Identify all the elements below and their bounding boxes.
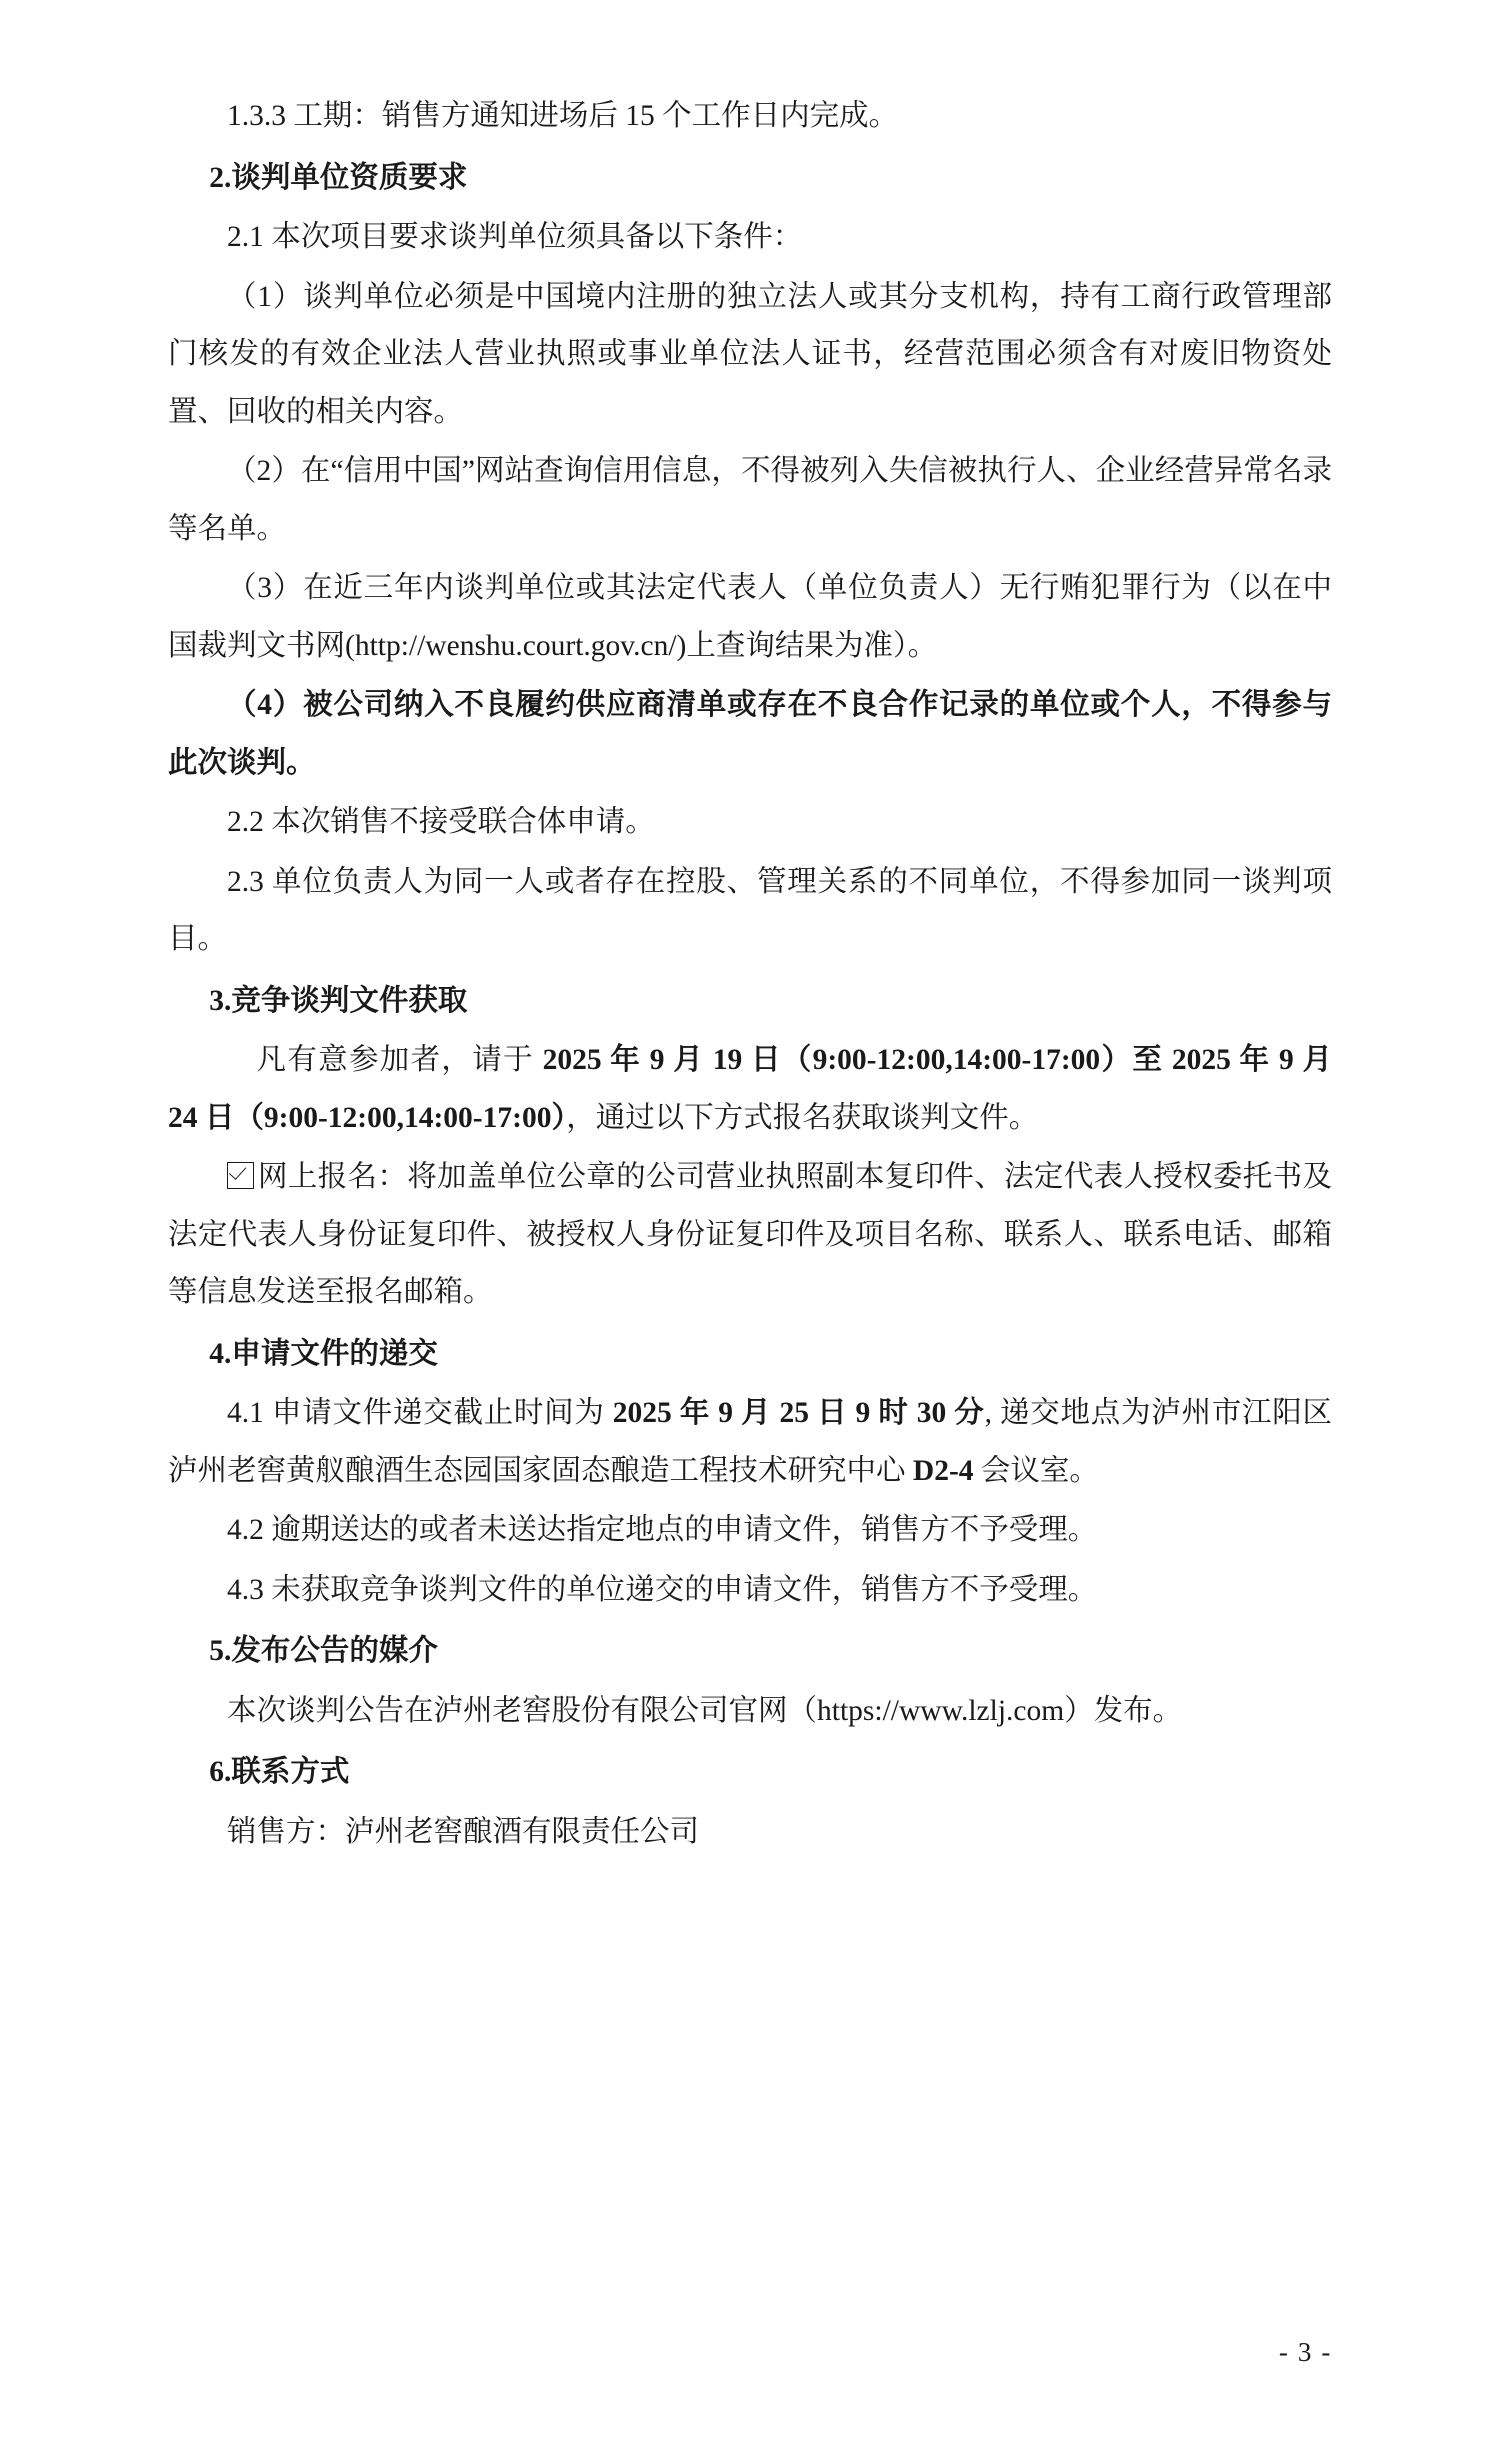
- paragraph-p2_2: [168, 794, 1332, 852]
- text-segment: 会议室。: [973, 1454, 1099, 1487]
- paragraph-p6_1: [168, 1804, 1332, 1862]
- text-segment: 4.1 申请文件递交截止时间为: [227, 1397, 613, 1430]
- text-segment: 4.3 未获取竞争谈判文件的单位递交的申请文件，销售方不予受理。: [227, 1573, 1098, 1606]
- text-segment: , 递交地点为泸州市江阳区泸州老窖黄舣酿酒生态园国家固态酿造工程技术研究中心: [168, 1397, 1332, 1487]
- paragraph-h2: [168, 150, 1332, 208]
- text-segment: （1）谈判单位必须是中国境内注册的独立法人或其分支机构，持有工商行政管理部门核发的有效企业法人营业执照或事业单位法人证书，经营范围必须含有对废旧物资处置、回收的相关内容。: [168, 280, 1332, 428]
- text-segment: 5.发布公告的媒介: [209, 1635, 438, 1668]
- text-segment: ，通过以下方式报名获取谈判文件。: [566, 1101, 1039, 1134]
- paragraph-h3: [168, 973, 1332, 1031]
- paragraph-p2_1: [168, 209, 1332, 267]
- text-segment: 2025 年 9 月 25 日 9 时 30 分: [612, 1397, 985, 1430]
- text-segment: 凡有意参加者，请于: [256, 1044, 543, 1077]
- checkbox-checked-icon: [227, 1162, 254, 1189]
- paragraph-p2_1_1: [168, 269, 1332, 442]
- paragraph-p4_1: [168, 1385, 1332, 1500]
- text-segment: 6.联系方式: [209, 1756, 350, 1789]
- text-segment: （2）在“信用中国”网站查询信用信息，不得被列入失信被执行人、企业经营异常名录等名单。: [168, 455, 1332, 545]
- paragraph-p2_3: [168, 854, 1332, 969]
- paragraph-p2_1_4: [168, 677, 1332, 792]
- paragraph-h5: [168, 1623, 1332, 1681]
- text-segment: 本次谈判公告在泸州老窖股份有限公司官网（https://www.lzlj.com）发布。: [227, 1694, 1183, 1727]
- paragraph-h4: [168, 1326, 1332, 1384]
- paragraph-p5_1: [168, 1683, 1332, 1741]
- text-segment: （4）被公司纳入不良履约供应商清单或存在不良合作记录的单位或个人，不得参与此次谈判。: [168, 689, 1332, 779]
- text-segment: 1.3.3 工期：销售方通知进场后 15 个工作日内完成。: [227, 100, 899, 132]
- paragraph-p2_1_3: [168, 560, 1332, 675]
- text-segment: 2.3 单位负责人为同一人或者存在控股、管理关系的不同单位，不得参加同一谈判项目。: [168, 865, 1332, 956]
- text-segment: 2025 年 9 月 19 日（9:00-12:00,14:00-17:00）至 2025 年 9 月 24 日（9:00-12:00,14:00-17:00）: [168, 1044, 1332, 1134]
- text-segment: （3）在近三年内谈判单位或其法定代表人（单位负责人）无行贿犯罪行为（以在中国裁判文书网(http://wenshu.court.gov.cn/)上查询结果为准）。: [168, 572, 1332, 662]
- text-segment: 2.2 本次销售不接受联合体申请。: [227, 806, 655, 839]
- text-segment: 销售方：泸州老窖酿酒有限责任公司: [227, 1815, 700, 1848]
- paragraph-p3_1: [168, 1032, 1332, 1147]
- text-segment: 2.1 本次项目要求谈判单位须具备以下条件：: [227, 221, 803, 254]
- text-segment: D2-4: [912, 1454, 974, 1487]
- paragraph-p1: [168, 88, 1332, 146]
- text-segment: 网上报名：将加盖单位公章的公司营业执照副本复印件、法定代表人授权委托书及法定代表人身份证复印件、被授权人身份证复印件及项目名称、联系人、联系电话、邮箱等信息发送至报名邮箱。: [168, 1161, 1332, 1309]
- paragraph-p2_1_2: [168, 443, 1332, 558]
- text-segment: 4.申请文件的递交: [209, 1337, 438, 1370]
- text-segment: 2.谈判单位资质要求: [209, 161, 468, 194]
- paragraph-p4_2: [168, 1502, 1332, 1560]
- paragraph-p3_2: [168, 1149, 1332, 1322]
- page-number: - 3 -: [1278, 2337, 1332, 2367]
- paragraph-p4_3: [168, 1562, 1332, 1620]
- text-segment: 3.竞争谈判文件获取: [209, 984, 468, 1017]
- document-body: [168, 88, 1332, 1861]
- paragraph-h6: [168, 1744, 1332, 1802]
- text-segment: 4.2 逾期送达的或者未送达指定地点的申请文件，销售方不予受理。: [227, 1514, 1098, 1547]
